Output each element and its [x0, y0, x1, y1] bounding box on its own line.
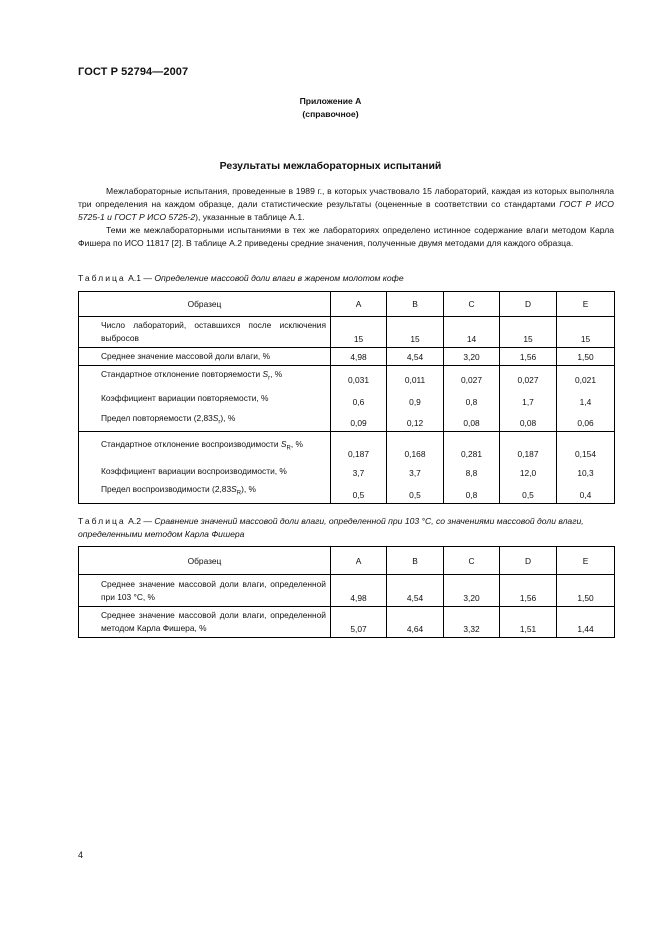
cell: 0,06 — [557, 410, 615, 432]
cell: 1,50 — [557, 348, 615, 366]
cell: 5,07 — [331, 607, 387, 638]
row-label-text: Стандартное отклонение воспроизводимости — [101, 439, 281, 450]
row-label-text: Стандартное отклонение повторяемости — [101, 369, 263, 379]
cell: 0,08 — [500, 410, 557, 432]
para1-text-a: Межлабораторные испытания, проведенные в 1989 г., в которых участвовало 15 лабораторий, каждая из которых выполняла три определения на каждом образце, дали статистические результаты (оцененные в соответствии со стандартами — [78, 186, 614, 210]
table-row — [79, 607, 615, 638]
appendix-type: (справочное) — [302, 109, 359, 119]
table1-head-a: A — [331, 292, 387, 317]
document-header: ГОСТ Р 52794—2007 — [78, 66, 189, 78]
table-row — [79, 366, 615, 388]
symbol-subscript: r — [268, 375, 271, 382]
cell: 0,09 — [331, 410, 387, 432]
table1-caption-text: Определение массовой доли влаги в жареном молотом кофе — [154, 273, 404, 283]
section-title: Результаты межлабораторных испытаний — [219, 160, 442, 172]
cell: 8,8 — [444, 462, 500, 481]
standard-ref-1: ГОСТ Р ИСО 5725-1 — [78, 199, 614, 223]
cell: 3,7 — [387, 462, 444, 481]
table-row — [79, 432, 615, 462]
cell: 3,20 — [444, 575, 500, 607]
row-label: Коэффициент вариации воспроизводимости, % — [79, 462, 331, 481]
row-label-text: Предел повторяемости (2,83 — [101, 412, 213, 423]
cell: 4,54 — [387, 575, 444, 607]
para1-text-b: ), указанные в таблице А.1. — [195, 212, 305, 223]
cell: 0,08 — [444, 410, 500, 432]
table2-header-row — [79, 547, 615, 575]
cell: 0,5 — [500, 481, 557, 503]
table-1 — [78, 291, 615, 504]
cell: 1,44 — [557, 607, 615, 638]
cell: 15 — [387, 317, 444, 348]
row-label-suffix: , % — [270, 369, 283, 379]
cell: 0,154 — [557, 432, 615, 462]
cell: 15 — [557, 317, 615, 348]
paragraph-1 — [78, 185, 614, 225]
table-row — [79, 575, 615, 607]
table1-head-e: E — [557, 292, 615, 317]
row-label: Число лабораторий, оставшихся после исключения выбросов — [79, 317, 331, 348]
symbol: S — [262, 369, 269, 379]
row-label-suffix: , % — [290, 439, 303, 450]
symbol-subscript: R — [236, 490, 242, 497]
cell: 4,98 — [331, 575, 387, 607]
cell: 4,54 — [387, 348, 444, 366]
table-row — [79, 410, 615, 432]
table-row — [79, 388, 615, 410]
table2-caption-text: Сравнение значений массовой доли влаги, определенной при 103 °С, со значениями массовой доли влаги, определенными методом Карла Фишера — [78, 516, 584, 539]
para1-conj: и — [104, 212, 115, 223]
table-2 — [78, 546, 615, 638]
row-label — [79, 481, 331, 503]
cell: 1,56 — [500, 575, 557, 607]
cell: 0,9 — [387, 388, 444, 410]
table1-head-sample: Образец — [79, 292, 331, 317]
cell: 0,8 — [444, 388, 500, 410]
cell: 12,0 — [500, 462, 557, 481]
cell: 0,281 — [444, 432, 500, 462]
cell: 0,12 — [387, 410, 444, 432]
cell: 14 — [444, 317, 500, 348]
cell: 10,3 — [557, 462, 615, 481]
symbol: S — [231, 483, 237, 494]
symbol-subscript: R — [286, 445, 291, 452]
row-label — [79, 410, 331, 432]
table1-head-c: C — [444, 292, 500, 317]
cell: 3,20 — [444, 348, 500, 366]
paragraph-2: Теми же межлабораторными испытаниями в тех же лабораториях определено истинное содержание влаги методом Карла Фишера по ИСО 11817 [2]. В таблице А.2 приведены средние значения, полученные двумя методами для каждого образца. — [78, 225, 614, 249]
page-number: 4 — [78, 850, 84, 860]
row-label: Среднее значение массовой доли влаги, % — [79, 348, 331, 366]
table2-head-a: A — [331, 547, 387, 575]
cell: 0,4 — [557, 481, 615, 503]
row-label: Среднее значение массовой доли влаги, определенной при 103 °С, % — [79, 575, 331, 607]
cell: 0,5 — [331, 481, 387, 503]
cell: 3,7 — [331, 462, 387, 481]
cell: 0,011 — [387, 366, 444, 388]
row-label: Среднее значение массовой доли влаги, определенной методом Карла Фишера, % — [79, 607, 331, 638]
table1-caption — [78, 272, 614, 285]
table2-head-e: E — [557, 547, 615, 575]
row-label-suffix: ), % — [220, 412, 236, 423]
cell: 1,7 — [500, 388, 557, 410]
cell: 0,027 — [444, 366, 500, 388]
table-row — [79, 481, 615, 503]
symbol: S — [212, 412, 219, 423]
cell: 0,187 — [331, 432, 387, 462]
table2-head-c: C — [444, 547, 500, 575]
table2-label: Таблица — [78, 516, 126, 526]
row-label-text: Предел воспроизводимости (2,83 — [101, 483, 232, 494]
table2-number: А.2 — — [128, 516, 152, 526]
table1-head-b: B — [387, 292, 444, 317]
cell: 0,027 — [500, 366, 557, 388]
table2-head-sample: Образец — [79, 547, 331, 575]
cell: 1,4 — [557, 388, 615, 410]
symbol-subscript: r — [218, 419, 221, 426]
symbol: S — [280, 439, 287, 450]
table1-head-d: D — [500, 292, 557, 317]
cell: 0,6 — [331, 388, 387, 410]
cell: 0,021 — [557, 366, 615, 388]
cell: 4,64 — [387, 607, 444, 638]
table2-head-d: D — [500, 547, 557, 575]
cell: 3,32 — [444, 607, 500, 638]
row-label-suffix: ), % — [241, 483, 256, 494]
cell: 4,98 — [331, 348, 387, 366]
cell: 0,187 — [500, 432, 557, 462]
table-row — [79, 348, 615, 366]
cell: 0,031 — [331, 366, 387, 388]
cell: 1,56 — [500, 348, 557, 366]
standard-ref-2: ГОСТ Р ИСО 5725-2 — [114, 212, 196, 223]
appendix-title: Приложение А — [299, 96, 362, 106]
cell: 15 — [331, 317, 387, 348]
table-row — [79, 462, 615, 481]
cell: 15 — [500, 317, 557, 348]
cell: 1,51 — [500, 607, 557, 638]
table-row — [79, 317, 615, 348]
table2-head-b: B — [387, 547, 444, 575]
row-label — [79, 366, 331, 388]
table1-header-row — [79, 292, 615, 317]
cell: 1,50 — [557, 575, 615, 607]
cell: 0,8 — [444, 481, 500, 503]
cell: 0,5 — [387, 481, 444, 503]
table2-caption — [78, 515, 614, 541]
table1-label: Таблица — [78, 273, 126, 283]
cell: 0,168 — [387, 432, 444, 462]
row-label — [79, 432, 331, 462]
row-label: Коэффициент вариации повторяемости, % — [79, 388, 331, 410]
table1-number: А.1 — — [128, 273, 152, 283]
